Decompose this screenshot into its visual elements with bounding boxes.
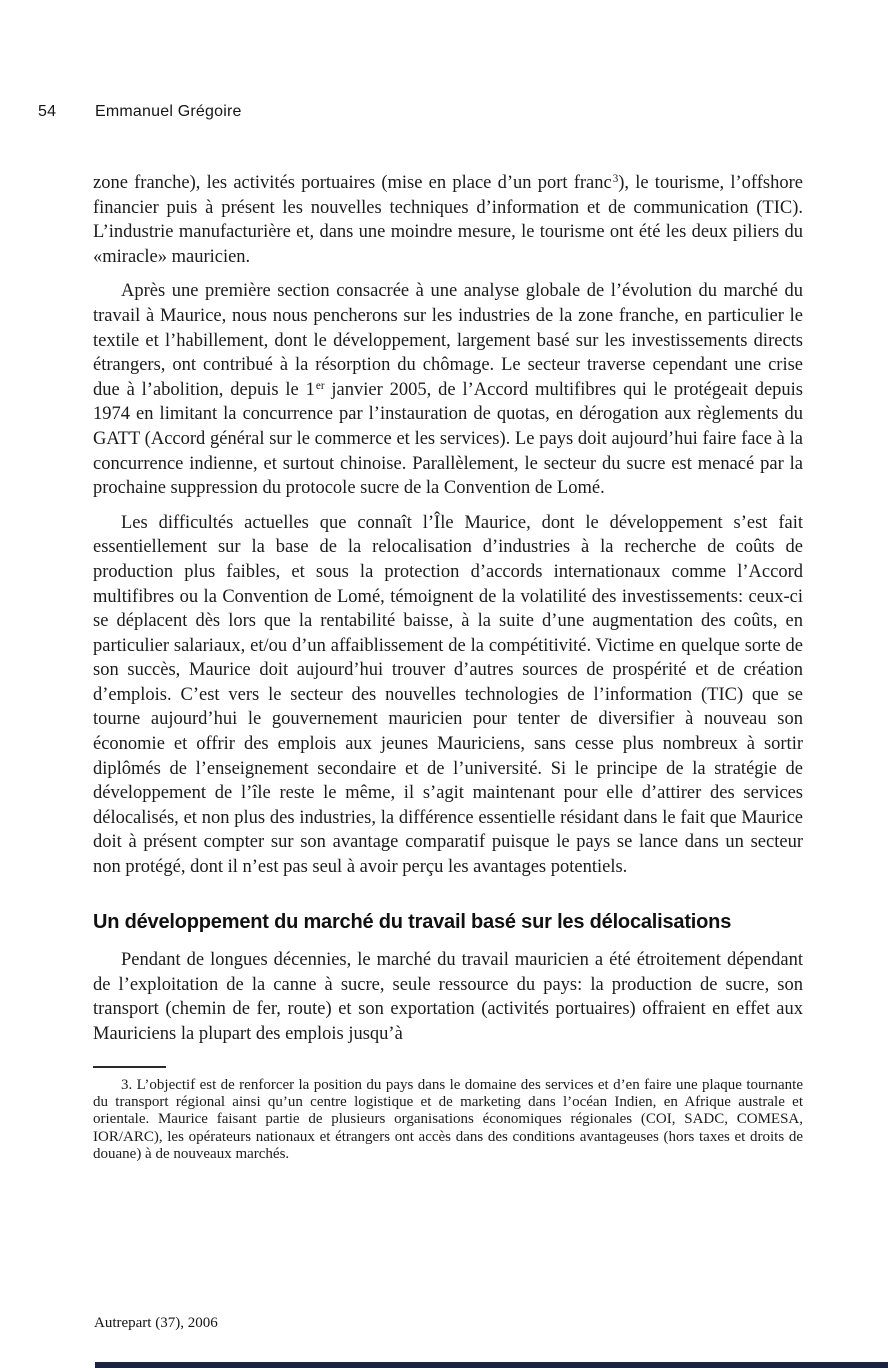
body-column (93, 171, 803, 1164)
footnote-3: 3. L’objectif est de renforcer la position du pays dans le domaine des services et d’en faire une plaque tournante du transport régional ainsi qu’un centre logistique et de marketing dans l’océan Indien, en Afrique australe et orientale. Maurice faisant partie de plusieurs organisations économiques régionales (COI, SADC, COMESA, IOR/ARC), les opérateurs nationaux et étrangers ont accès dans des conditions avantageuses (hors taxes et droits de douane) à de nouveaux marchés. (93, 1076, 803, 1163)
footnote-divider (93, 1066, 166, 1068)
page-number: 54 (38, 103, 57, 120)
journal-footer: Autrepart (37), 2006 (94, 1315, 218, 1331)
scan-edge-bar (95, 1362, 888, 1368)
page-header (38, 103, 242, 121)
running-head-author: Emmanuel Grégoire (95, 103, 242, 120)
paragraph-1: zone franche), les activités portuaires (mise en place d’un port franc$^3$), le tourisme, l’offshore financier puis à présent les nouvelles techniques d’information et de communication (TIC). L’industrie manufacturière et, dans une moindre mesure, le tourisme ont été les deux piliers du «miracle» mauricien. (93, 172, 803, 267)
paragraph-3: Les difficultés actuelles que connaît l’Île Maurice, dont le développement s’est fait essentiellement sur la base de la relocalisation d’industries à la recherche de coûts de production plus faibles, et sous la protection d’accords internationaux comme l’Accord multifibres ou la Convention de Lomé, témoignent de la volatilité des investissements: ceux-ci se déplacent dès lors que la rentabilité baisse, à la suite d’une augmentation des coûts, en particulier salariaux, et/ou d’un affaiblissement de la compétitivité. Victime en quelque sorte de son succès, Maurice doit aujourd’hui trouver d’autres sources de prospérité et de création d’emplois. C’est vers le secteur des nouvelles technologies de l’information (TIC) que se tourne aujourd’hui le gouvernement mauricien pour tenter de diversifier à nouveau son économie et offrir des emplois aux jeunes Mauriciens, sans cesse plus nombreux à sortir diplômés de l’enseignement secondaire et de l’université. Si le principe de la stratégie de développement de l’île reste le même, il s’agit maintenant pour elle d’attirer des services délocalisés, et non plus des industries, la différence essentielle résidant dans le fait que Maurice doit à présent compter sur son avantage comparatif puisque le pays se lance dans un secteur non protégé, dont il n’est pas seul à avoir perçu les avantages potentiels. (93, 512, 803, 878)
section-heading: Un développement du marché du travail basé sur les délocalisations (93, 910, 732, 933)
paragraph-2: Après une première section consacrée à une analyse globale de l’évolution du marché du travail à Maurice, nous nous pencherons sur les industries de la zone franche, en particulier le textile et l’habillement, dont le développement, largement basé sur les investissements directs étrangers, ont contribué à la résorption du chômage. Le secteur traverse cependant une crise due à l’abolition, depuis le 1er janvier 2005, de l’Accord multifibres qui le protégeait depuis 1974 en limitant la concurrence par l’instauration de quotas, en dérogation aux règlements du GATT (Accord général sur le commerce et les services). Le pays doit aujourd’hui faire face à la concurrence indienne, et surtout chinoise. Parallèlement, le secteur du sucre est menacé par la prochaine suppression du protocole sucre de la Convention de Lomé. (93, 281, 803, 499)
paragraph-4: Pendant de longues décennies, le marché du travail mauricien a été étroitement dépendant de l’exploitation de la canne à sucre, seule ressource du pays: la production de sucre, son transport (chemin de fer, route) et son exportation (activités portuaires) offraient en effet aux Mauriciens la plupart des emplois jusqu’à (93, 950, 803, 1044)
